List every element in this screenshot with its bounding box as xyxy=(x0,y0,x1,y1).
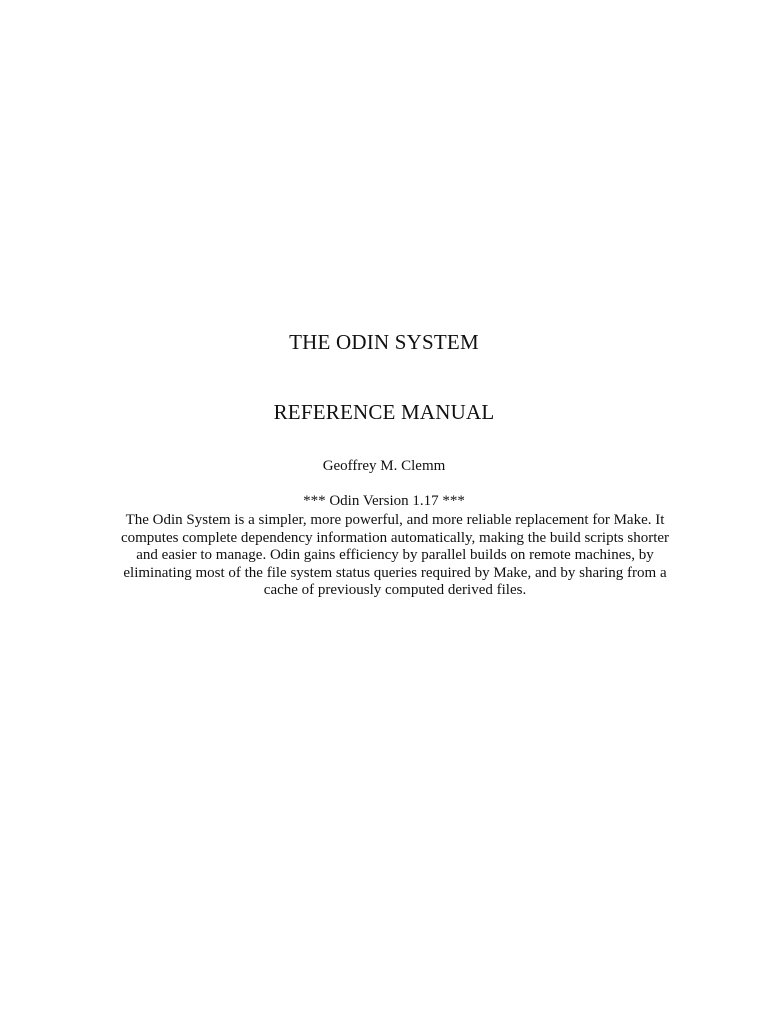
abstract-line: eliminating most of the file system status queries required by Make, and by sharing from a xyxy=(123,564,667,581)
document-subtitle: REFERENCE MANUAL xyxy=(273,400,495,424)
author-name: Geoffrey M. Clemm xyxy=(322,458,446,474)
version-line: *** Odin Version 1.17 *** xyxy=(303,493,465,509)
abstract-line: The Odin System is a simpler, more powerful, and more reliable replacement for Make. It xyxy=(125,512,665,528)
abstract-line: and easier to manage. Odin gains efficiency by parallel builds on remote machines, by xyxy=(136,547,654,563)
abstract-paragraph xyxy=(90,512,700,600)
abstract-line: cache of previously computed derived files. xyxy=(263,582,527,598)
document-title: THE ODIN SYSTEM xyxy=(289,330,479,354)
abstract-line: computes complete dependency information automatically, making the build scripts shorter xyxy=(120,529,670,546)
